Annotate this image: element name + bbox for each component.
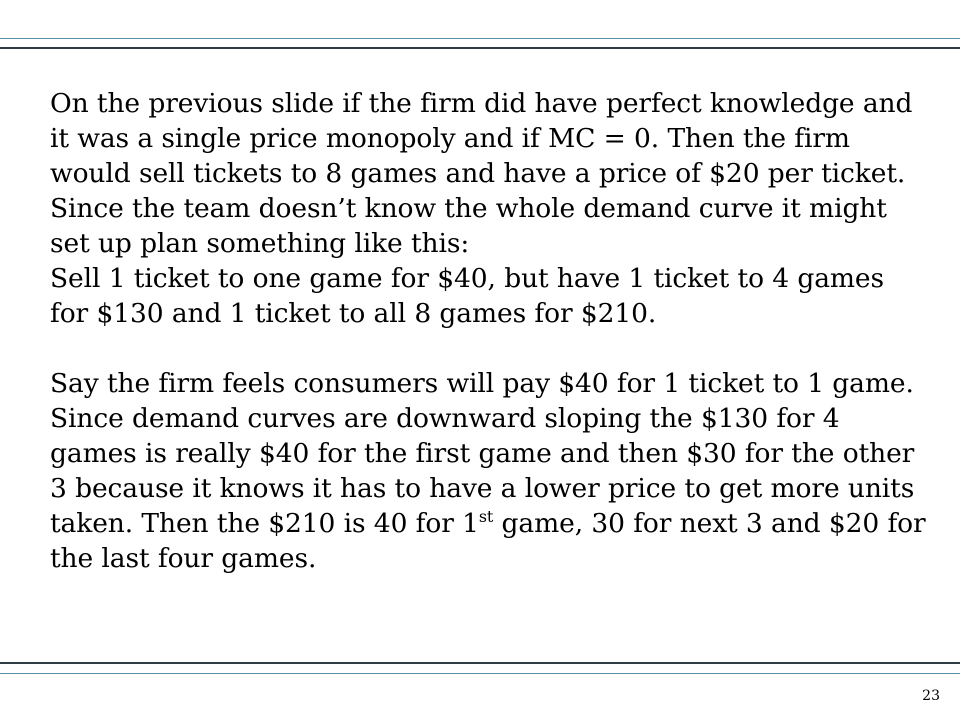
bottom-divider-thin xyxy=(0,673,960,674)
page-number: 23 xyxy=(922,688,940,704)
paragraph-ticket-plan: Sell 1 ticket to one game for $40, but have 1 ticket to 4 games for $130 and 1 ticket to all 8 games for $210. xyxy=(50,263,885,329)
top-divider-thin xyxy=(0,38,960,39)
price-breakdown-text: Say the firm feels consumers will pay $40 for 1 ticket to 1 game. Since demand curves are downward sloping the $130 for 4 games is really $40 for the first game and then $30 for the other 3 because it knows it has to have a lower price to get more units taken. Then the $210 is 40 for 1 xyxy=(50,368,915,539)
paragraph-demand-curve: Since the team doesn’t know the whole demand curve it might set up plan something like this: xyxy=(50,193,887,259)
slide-body xyxy=(50,86,930,576)
bottom-divider-thick xyxy=(0,662,960,664)
top-divider-thick xyxy=(0,47,960,49)
paragraph-spacer xyxy=(50,331,930,366)
price-breakdown-text-end: game, 30 for next 3 and $20 for the last four games. xyxy=(50,508,926,574)
paragraph-perfect-knowledge: On the previous slide if the firm did have perfect knowledge and it was a single price monopoly and if MC = 0. Then the firm would sell tickets to 8 games and have a price of $20 per ticket. xyxy=(50,88,913,189)
paragraph-price-breakdown xyxy=(50,366,930,576)
ordinal-superscript: st xyxy=(478,507,494,527)
